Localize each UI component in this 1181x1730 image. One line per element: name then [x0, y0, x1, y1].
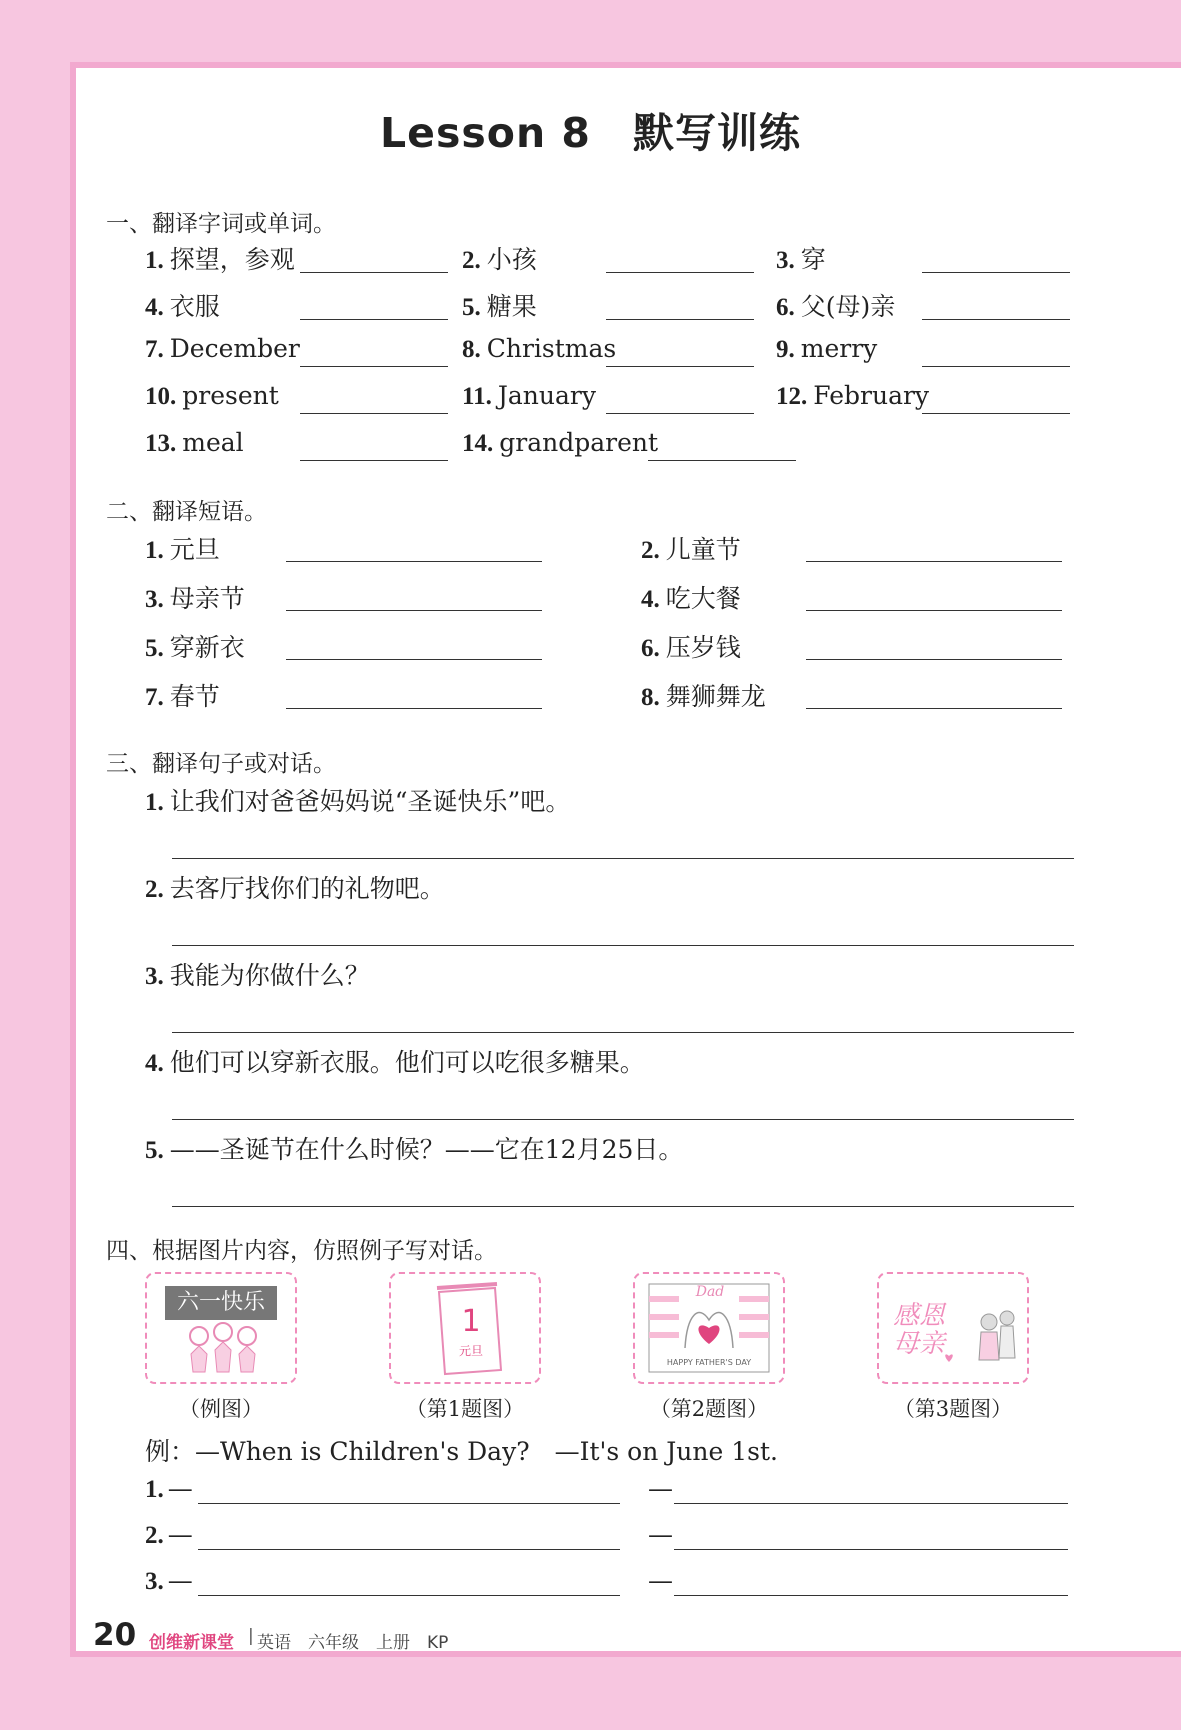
fathers-day-banner: HAPPY FATHER'S DAY	[666, 1358, 752, 1367]
sentence-item	[145, 1043, 645, 1079]
answer-blank[interactable]	[922, 272, 1070, 273]
word-item	[145, 428, 244, 458]
item-number: 2.	[641, 537, 660, 564]
item-text: 元旦	[169, 535, 220, 564]
children-day-icon	[147, 1274, 295, 1382]
item-text: 去客厅找你们的礼物吧。	[169, 874, 445, 903]
mothers-day-icon	[879, 1274, 1027, 1382]
answer-line[interactable]	[172, 858, 1074, 859]
item-number: 5.	[462, 294, 481, 321]
item-text: meal	[182, 428, 244, 457]
item-number: 1.	[145, 1476, 164, 1503]
phrase-item	[641, 677, 766, 713]
answer-blank[interactable]	[606, 366, 754, 367]
answer-blank[interactable]	[648, 460, 796, 461]
example-dialog: 例：—When is Children's Day? —It's on June 1st.	[145, 1437, 778, 1466]
item-number: 3.	[145, 1568, 164, 1595]
item-number: 6.	[641, 635, 660, 662]
item-number: 4.	[145, 1050, 164, 1077]
item-text: 母亲节	[169, 584, 245, 613]
item-number: 12.	[776, 383, 808, 410]
picture-1	[389, 1272, 541, 1384]
dash-answer: —	[648, 1520, 673, 1549]
dash-answer: —	[648, 1474, 673, 1503]
item-text: 吃大餐	[665, 584, 741, 613]
answer-line[interactable]	[172, 1032, 1074, 1033]
item-number: 9.	[776, 336, 795, 363]
answer-blank[interactable]	[606, 272, 754, 273]
footer-info: 英语 六年级 上册 KP	[257, 1633, 449, 1653]
answer-blank[interactable]	[286, 610, 542, 611]
dash: —	[167, 1474, 193, 1503]
answer-line[interactable]	[172, 945, 1074, 946]
caption-1: （第1题图）	[405, 1397, 525, 1421]
word-item	[462, 334, 616, 364]
item-text: 探望，参观	[169, 245, 295, 274]
item-text: present	[182, 381, 279, 410]
item-text: January	[497, 381, 596, 410]
item-text: 让我们对爸爸妈妈说“圣诞快乐”吧。	[169, 787, 571, 816]
answer-blank[interactable]	[300, 413, 448, 414]
word-item	[145, 287, 220, 323]
phrase-item	[641, 628, 741, 664]
sentence-item	[145, 956, 370, 992]
item-text: Christmas	[486, 334, 617, 363]
answer-blank[interactable]	[806, 659, 1062, 660]
item-number: 3.	[776, 247, 795, 274]
answer-line[interactable]	[172, 1206, 1074, 1207]
answer-blank[interactable]	[922, 366, 1070, 367]
word-item	[776, 287, 895, 323]
mothers-day-label: 感恩母亲	[893, 1301, 946, 1359]
answer-line-reply[interactable]	[674, 1503, 1068, 1504]
answer-blank[interactable]	[300, 319, 448, 320]
item-text: grandparent	[499, 428, 659, 457]
item-number: 13.	[145, 430, 177, 457]
caption-example: （例图）	[179, 1397, 263, 1421]
sentence-item	[145, 869, 445, 905]
phrase-item	[145, 579, 245, 615]
dash: —	[167, 1520, 193, 1549]
children-day-label: 六一快乐	[165, 1286, 277, 1320]
item-number: 3.	[145, 586, 164, 613]
answer-line-question[interactable]	[198, 1549, 620, 1550]
phrase-item	[641, 530, 741, 566]
dialog-row	[145, 1520, 193, 1550]
item-text: 儿童节	[665, 535, 741, 564]
dialog-row	[145, 1566, 193, 1596]
picture-2	[633, 1272, 785, 1384]
answer-line-question[interactable]	[198, 1595, 620, 1596]
item-text: 舞狮舞龙	[665, 682, 766, 711]
item-number: 14.	[462, 430, 494, 457]
item-text: 穿新衣	[169, 633, 245, 662]
dash-answer: —	[648, 1566, 673, 1595]
answer-line[interactable]	[172, 1119, 1074, 1120]
phrase-item	[145, 628, 245, 664]
sentence-item	[145, 782, 570, 818]
section-4-heading: 四、根据图片内容，仿照例子写对话。	[106, 1238, 497, 1264]
item-text: 他们可以穿新衣服。他们可以吃很多糖果。	[169, 1048, 645, 1077]
answer-blank[interactable]	[300, 272, 448, 273]
word-item	[145, 381, 279, 411]
word-item	[462, 381, 596, 411]
answer-blank[interactable]	[806, 561, 1062, 562]
answer-line-question[interactable]	[198, 1503, 620, 1504]
brand-name: 创维新课堂	[149, 1633, 234, 1653]
answer-blank[interactable]	[922, 319, 1070, 320]
item-number: 1.	[145, 789, 164, 816]
item-number: 8.	[641, 684, 660, 711]
word-item	[776, 381, 929, 411]
item-text: 春节	[169, 682, 220, 711]
item-number: 2.	[145, 876, 164, 903]
item-number: 10.	[145, 383, 177, 410]
phrase-item	[145, 530, 220, 566]
answer-blank[interactable]	[286, 561, 542, 562]
item-number: 2.	[462, 247, 481, 274]
answer-blank[interactable]	[806, 610, 1062, 611]
word-item	[776, 240, 826, 276]
word-item	[145, 334, 300, 364]
item-number: 3.	[145, 963, 164, 990]
sentence-item	[145, 1130, 683, 1166]
word-item	[145, 240, 295, 276]
item-text: December	[169, 334, 300, 363]
example-picture	[145, 1272, 297, 1384]
section-1-heading: 一、翻译字词或单词。	[106, 211, 336, 237]
answer-blank[interactable]	[606, 319, 754, 320]
item-number: 7.	[145, 684, 164, 711]
footer-separator: |	[248, 1626, 254, 1646]
item-number: 11.	[462, 383, 492, 410]
caption-2: （第2题图）	[649, 1397, 769, 1421]
item-number: 2.	[145, 1522, 164, 1549]
word-item	[462, 287, 537, 323]
item-number: 8.	[462, 336, 481, 363]
answer-blank[interactable]	[606, 413, 754, 414]
item-number: 4.	[641, 586, 660, 613]
answer-blank[interactable]	[286, 708, 542, 709]
word-item	[462, 240, 537, 276]
item-text: 父(母)亲	[800, 292, 896, 321]
dialog-row	[145, 1474, 193, 1504]
item-number: 4.	[145, 294, 164, 321]
answer-blank[interactable]	[300, 460, 448, 461]
item-number: 5.	[145, 1137, 164, 1164]
item-text: 小孩	[486, 245, 537, 274]
phrase-item	[145, 677, 220, 713]
page-number: 20	[93, 1617, 137, 1653]
item-text: 糖果	[486, 292, 537, 321]
picture-3	[877, 1272, 1029, 1384]
item-number: 5.	[145, 635, 164, 662]
phrase-item	[641, 579, 741, 615]
dad-label: Dad	[695, 1284, 725, 1300]
calendar-caption: 元旦	[458, 1344, 483, 1358]
item-text: merry	[800, 334, 878, 363]
calendar-day: 1	[461, 1304, 481, 1339]
page-title: Lesson 8 默写训练	[380, 109, 801, 157]
item-number: 1.	[145, 247, 164, 274]
answer-line-reply[interactable]	[674, 1549, 1068, 1550]
item-text: 衣服	[169, 292, 220, 321]
item-text: 穿	[800, 245, 826, 274]
item-text: 我能为你做什么？	[169, 961, 370, 990]
answer-blank[interactable]	[286, 659, 542, 660]
section-2-heading: 二、翻译短语。	[106, 499, 267, 525]
word-item	[776, 334, 877, 364]
caption-3: （第3题图）	[893, 1397, 1013, 1421]
answer-blank[interactable]	[922, 413, 1070, 414]
answer-blank[interactable]	[300, 366, 448, 367]
item-number: 7.	[145, 336, 164, 363]
item-text: ——圣诞节在什么时候？——它在12月25日。	[169, 1135, 684, 1164]
item-text: 压岁钱	[665, 633, 741, 662]
dash: —	[167, 1566, 193, 1595]
answer-blank[interactable]	[806, 708, 1062, 709]
answer-line-reply[interactable]	[674, 1595, 1068, 1596]
item-number: 1.	[145, 537, 164, 564]
item-number: 6.	[776, 294, 795, 321]
word-item	[462, 428, 658, 458]
section-3-heading: 三、翻译句子或对话。	[106, 751, 336, 777]
item-text: February	[813, 381, 930, 410]
